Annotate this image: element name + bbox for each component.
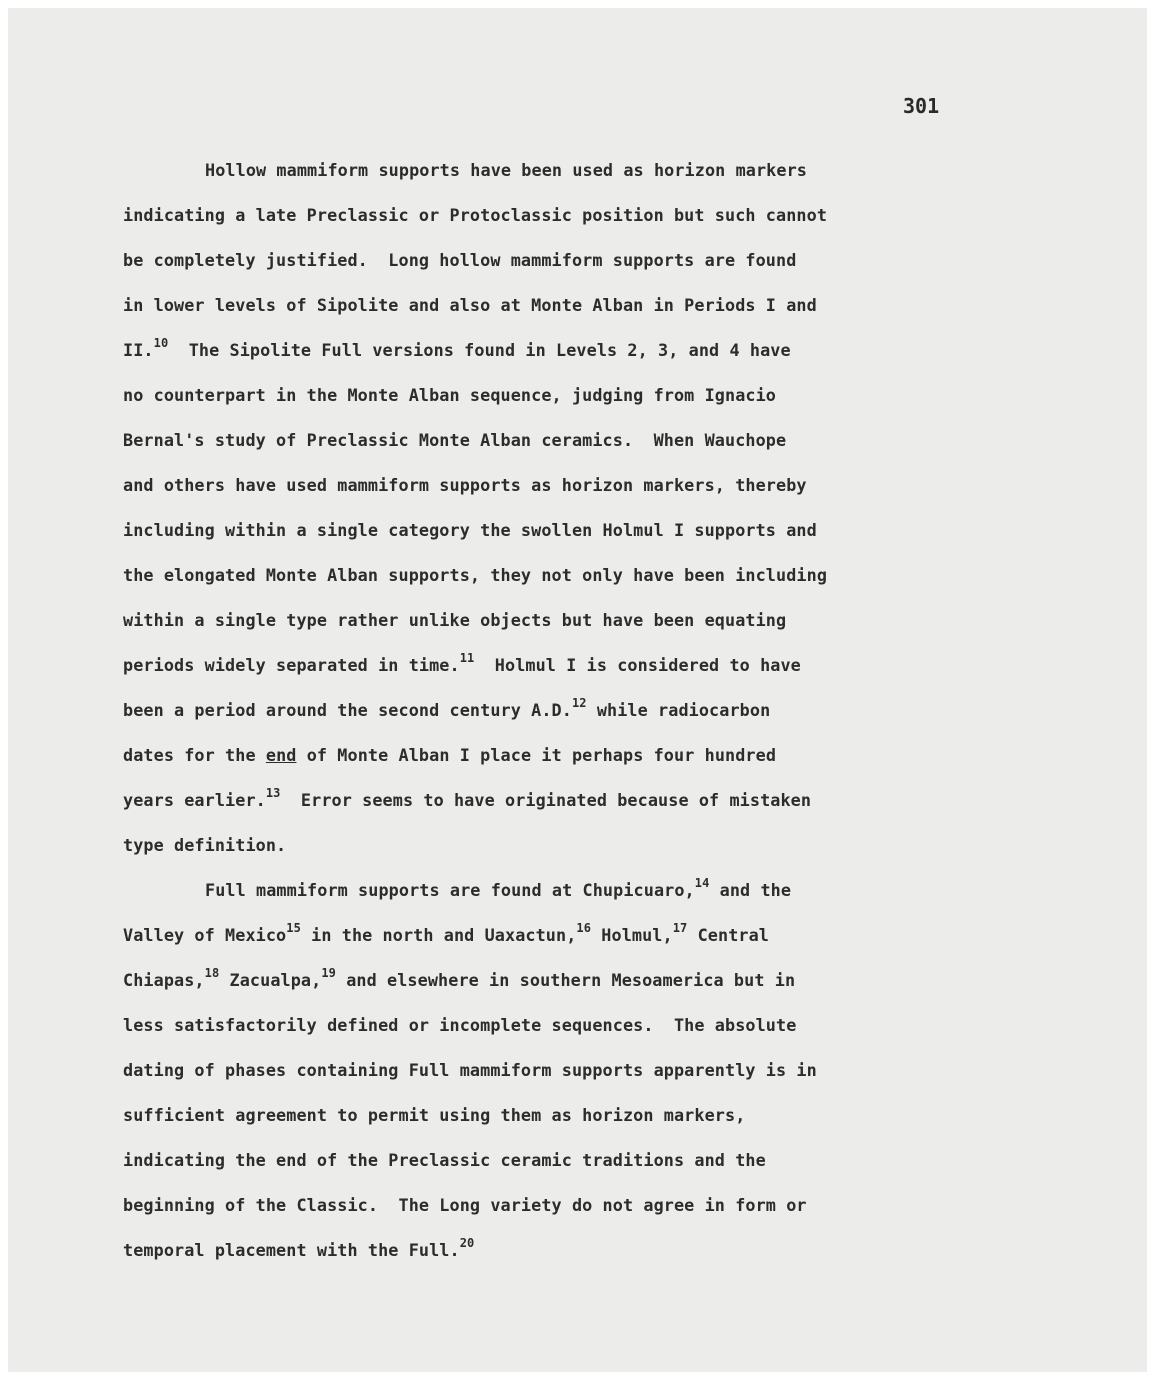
text-line bbox=[123, 238, 943, 283]
text-run: indicating the end of the Preclassic ceramic traditions and the bbox=[123, 1150, 766, 1170]
paragraph bbox=[123, 148, 943, 868]
text-line bbox=[123, 868, 943, 913]
footnote-marker: 19 bbox=[321, 966, 336, 981]
text-run: The Sipolite Full versions found in Levels 2, 3, and 4 have bbox=[168, 340, 791, 360]
text-run: years earlier. bbox=[123, 790, 266, 810]
footnote-marker: 14 bbox=[694, 876, 710, 891]
text-line bbox=[123, 1183, 943, 1228]
text-run: Central bbox=[687, 925, 770, 945]
footnote-marker: 18 bbox=[204, 966, 220, 981]
text-line bbox=[123, 643, 943, 688]
text-run: Holmul, bbox=[591, 925, 673, 945]
text-line bbox=[123, 508, 943, 553]
text-line bbox=[123, 373, 943, 418]
text-run: of Monte Alban I place it perhaps four hundred bbox=[296, 745, 777, 765]
text-line bbox=[123, 733, 943, 778]
text-line bbox=[123, 463, 943, 508]
text-line bbox=[123, 1048, 943, 1093]
text-run: type definition. bbox=[123, 835, 287, 855]
text-run: beginning of the Classic. The Long variety do not agree in form or bbox=[123, 1195, 807, 1215]
paragraph bbox=[123, 868, 943, 1273]
text-run: in the north and Uaxactun, bbox=[300, 925, 577, 945]
text-line bbox=[123, 958, 943, 1003]
text-run: Zacualpa, bbox=[219, 970, 322, 990]
text-run: Error seems to have originated because of mistaken bbox=[280, 790, 812, 810]
footnote-marker: 12 bbox=[571, 696, 587, 711]
text-run: Bernal's study of Preclassic Monte Alban ceramics. When Wauchope bbox=[123, 430, 787, 450]
footnote-marker: 10 bbox=[153, 336, 169, 351]
text-run: be completely justified. Long hollow mammiform supports are found bbox=[123, 250, 797, 270]
text-run: dates for the bbox=[123, 745, 266, 765]
text-run: while radiocarbon bbox=[586, 700, 771, 720]
text-run: indicating a late Preclassic or Protoclassic position but such cannot bbox=[123, 205, 828, 225]
text-run: been a period around the second century A.D. bbox=[123, 700, 572, 720]
text-run: and the bbox=[709, 880, 792, 900]
text-run: Holmul I is considered to have bbox=[474, 655, 801, 675]
text-line bbox=[123, 778, 943, 823]
text-line bbox=[123, 283, 943, 328]
scanned-page bbox=[8, 8, 1147, 1372]
text-line bbox=[123, 1003, 943, 1048]
footnote-marker: 16 bbox=[576, 921, 592, 936]
text-run: and elsewhere in southern Mesoamerica but in bbox=[336, 970, 796, 990]
text-run: within a single type rather unlike objects but have been equating bbox=[123, 610, 787, 630]
text-line bbox=[123, 148, 943, 193]
text-run: dating of phases containing Full mammiform supports apparently is in bbox=[123, 1060, 817, 1080]
text-run: Hollow mammiform supports have been used as horizon markers bbox=[205, 160, 807, 180]
text-line bbox=[123, 688, 943, 733]
text-line bbox=[123, 823, 943, 868]
text-run: sufficient agreement to permit using them as horizon markers, bbox=[123, 1105, 746, 1125]
text-run: temporal placement with the Full. bbox=[123, 1240, 460, 1260]
text-line bbox=[123, 553, 943, 598]
text-run: Chiapas, bbox=[123, 970, 205, 990]
text-run: the elongated Monte Alban supports, they not only have been including bbox=[123, 565, 828, 585]
text-line bbox=[123, 1138, 943, 1183]
text-run: no counterpart in the Monte Alban sequence, judging from Ignacio bbox=[123, 385, 777, 405]
text-line bbox=[123, 913, 943, 958]
text-line bbox=[123, 1228, 943, 1273]
footnote-marker: 15 bbox=[286, 921, 301, 936]
text-run: Full mammiform supports are found at Chupicuaro, bbox=[205, 880, 695, 900]
text-run: Valley of Mexico bbox=[123, 925, 287, 945]
text-line bbox=[123, 598, 943, 643]
text-line bbox=[123, 1093, 943, 1138]
body-text bbox=[123, 148, 943, 1273]
text-run: less satisfactorily defined or incomplete sequences. The absolute bbox=[123, 1015, 797, 1035]
footnote-marker: 20 bbox=[459, 1236, 475, 1251]
page-number: 301 bbox=[903, 94, 940, 118]
footnote-marker: 13 bbox=[265, 786, 281, 801]
footnote-marker: 17 bbox=[672, 921, 688, 936]
underlined-word: end bbox=[265, 745, 297, 765]
text-line bbox=[123, 328, 943, 373]
text-run: II. bbox=[123, 340, 154, 360]
text-run: in lower levels of Sipolite and also at Monte Alban in Periods I and bbox=[123, 295, 817, 315]
text-line bbox=[123, 193, 943, 238]
text-line bbox=[123, 418, 943, 463]
text-run: periods widely separated in time. bbox=[123, 655, 460, 675]
footnote-marker: 11 bbox=[459, 651, 475, 666]
text-run: including within a single category the swollen Holmul I supports and bbox=[123, 520, 817, 540]
text-run: and others have used mammiform supports as horizon markers, thereby bbox=[123, 475, 807, 495]
